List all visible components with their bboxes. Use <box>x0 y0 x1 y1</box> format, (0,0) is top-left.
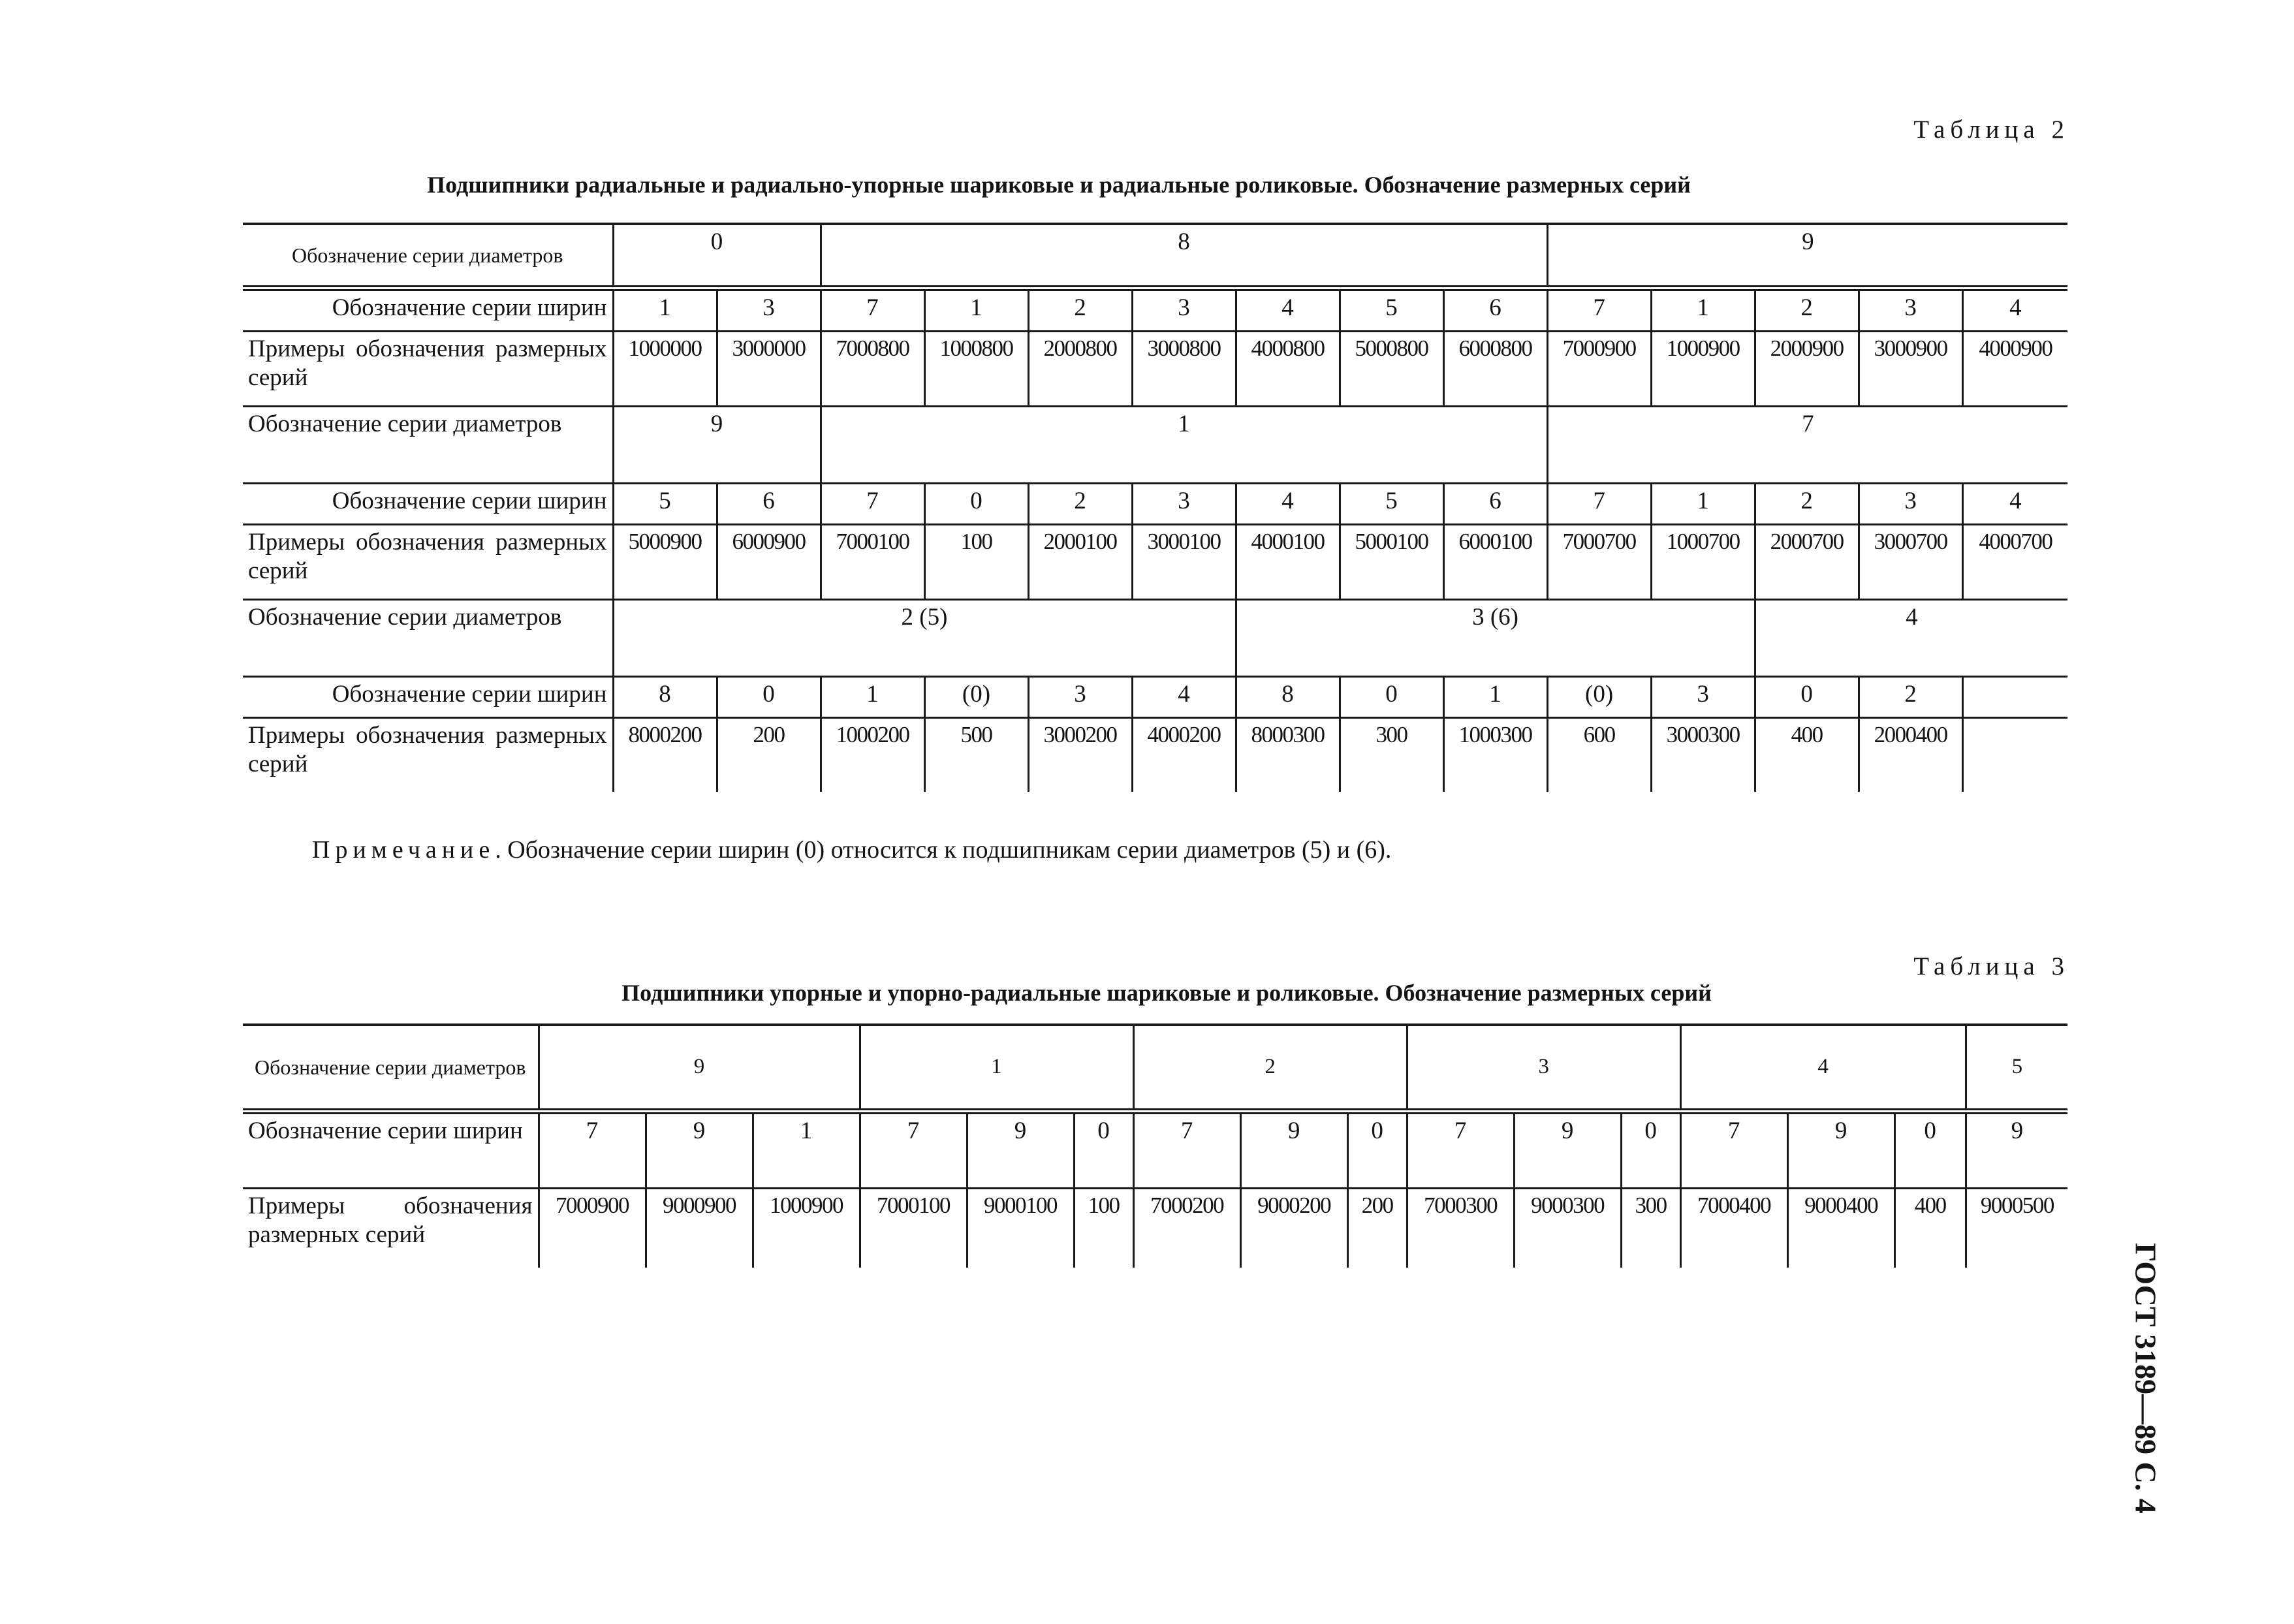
table2-block3-examples-row <box>243 718 2067 792</box>
designation-cell: 6000900 <box>717 525 821 600</box>
table3-title: Подшипники упорные и упорно-радиальные шариковые и роликовые. Обозначение размерных серий <box>621 980 1712 1006</box>
width-series-cell: 3 <box>717 289 821 332</box>
designation-cell: 3000800 <box>1132 332 1236 407</box>
designation-cell: 3000100 <box>1132 525 1236 600</box>
row-label-text: Обозначение серии ширин <box>248 1117 523 1144</box>
width-series-cell: 3 <box>1651 677 1755 718</box>
row-label <box>243 525 613 600</box>
table2-block1-examples-row <box>243 332 2067 407</box>
table2-block1-diameter-row <box>243 224 2067 289</box>
width-series-cell: 7 <box>539 1112 646 1189</box>
width-series-cell: 0 <box>1755 677 1859 718</box>
width-series-cell: 8 <box>613 677 717 718</box>
diameter-series-cell: 4 <box>1680 1025 1966 1112</box>
width-series-cell: 7 <box>1547 484 1651 525</box>
designation-cell: 8000200 <box>613 718 717 792</box>
row-label <box>243 407 613 484</box>
designation-cell: 3000000 <box>717 332 821 407</box>
row-label: Обозначение серии ширин <box>243 484 613 525</box>
width-series-cell: 4 <box>1962 484 2067 525</box>
width-series-cell: 9 <box>967 1112 1074 1189</box>
designation-cell: 5000100 <box>1340 525 1443 600</box>
designation-cell: 5000800 <box>1340 332 1443 407</box>
diameter-series-cell: 0 <box>613 224 821 289</box>
width-series-cell: 7 <box>821 484 924 525</box>
table2 <box>243 223 2067 792</box>
width-series-cell: 2 <box>1859 677 1962 718</box>
diameter-series-cell: 9 <box>1547 224 2067 289</box>
width-series-cell: 5 <box>613 484 717 525</box>
table2-caption: Таблица 2 <box>1913 116 2069 144</box>
table3-diameter-row <box>243 1025 2067 1112</box>
designation-cell: 3000900 <box>1859 332 1962 407</box>
width-series-cell: 1 <box>753 1112 860 1189</box>
width-series-cell: 9 <box>646 1112 753 1189</box>
designation-cell: 6000800 <box>1443 332 1547 407</box>
table3-examples-row <box>243 1189 2067 1268</box>
table2-title: Подшипники радиальные и радиально-упорные шариковые и радиальные роликовые. Обозначение размерных серий <box>427 172 1691 198</box>
diameter-series-cell: 8 <box>821 224 1547 289</box>
designation-cell: 2000400 <box>1859 718 1962 792</box>
designation-cell: 1000900 <box>753 1189 860 1268</box>
width-series-cell: 3 <box>1859 289 1962 332</box>
width-series-cell: 1 <box>821 677 924 718</box>
width-series-cell: 2 <box>1755 289 1859 332</box>
designation-cell: 9000500 <box>1966 1189 2067 1268</box>
width-series-cell: 9 <box>1787 1112 1894 1189</box>
diameter-series-cell: 2 <box>1133 1025 1407 1112</box>
width-series-cell: 8 <box>1236 677 1340 718</box>
designation-cell: 7000100 <box>860 1189 967 1268</box>
table2-block2-width-row <box>243 484 2067 525</box>
width-series-cell <box>1962 677 2067 718</box>
designation-cell <box>1962 718 2067 792</box>
width-series-cell: (0) <box>1547 677 1651 718</box>
designation-cell: 2000700 <box>1755 525 1859 600</box>
designation-cell: 3000300 <box>1651 718 1755 792</box>
note-text: . Обозначение серии ширин (0) относится к подшипникам серии диаметров (5) и (6). <box>495 836 1392 864</box>
designation-cell: 7000900 <box>1547 332 1651 407</box>
width-series-cell: 9 <box>1966 1112 2067 1189</box>
width-series-cell: 3 <box>1859 484 1962 525</box>
designation-cell: 400 <box>1755 718 1859 792</box>
width-series-cell: 0 <box>1074 1112 1133 1189</box>
width-series-cell: 0 <box>1340 677 1443 718</box>
table3-caption: Таблица 3 <box>1913 952 2069 980</box>
width-series-cell: 5 <box>1340 289 1443 332</box>
designation-cell: 4000700 <box>1962 525 2067 600</box>
designation-cell: 4000800 <box>1236 332 1340 407</box>
designation-cell: 9000100 <box>967 1189 1074 1268</box>
width-series-cell: 3 <box>1028 677 1132 718</box>
designation-cell: 9000400 <box>1787 1189 1894 1268</box>
width-series-cell: 5 <box>1340 484 1443 525</box>
gost-page-label: ГОСТ 3189—89 С. 4 <box>2129 1243 2163 1514</box>
width-series-cell: 4 <box>1962 289 2067 332</box>
diameter-series-cell: 9 <box>539 1025 860 1112</box>
designation-cell: 300 <box>1340 718 1443 792</box>
row-label: Обозначение серии ширин <box>243 677 613 718</box>
designation-cell: 7000700 <box>1547 525 1651 600</box>
row-label <box>243 1112 539 1189</box>
width-series-cell: 7 <box>860 1112 967 1189</box>
diameter-series-cell: 3 (6) <box>1236 600 1755 677</box>
table2-block1-width-row <box>243 289 2067 332</box>
designation-cell: 100 <box>1074 1189 1133 1268</box>
designation-cell: 1000300 <box>1443 718 1547 792</box>
note-prefix: Примечание <box>312 836 495 864</box>
diameter-series-cell: 9 <box>613 407 821 484</box>
width-series-cell: 6 <box>1443 484 1547 525</box>
width-series-cell: 1 <box>924 289 1028 332</box>
width-series-cell: 6 <box>1443 289 1547 332</box>
designation-cell: 3000200 <box>1028 718 1132 792</box>
designation-cell: 500 <box>924 718 1028 792</box>
designation-cell: 300 <box>1621 1189 1680 1268</box>
designation-cell: 7000900 <box>539 1189 646 1268</box>
diameter-series-cell: 1 <box>860 1025 1133 1112</box>
width-series-cell: 2 <box>1028 484 1132 525</box>
designation-cell: 200 <box>717 718 821 792</box>
table2-block3-diameter-row <box>243 600 2067 677</box>
designation-cell: 8000300 <box>1236 718 1340 792</box>
designation-cell: 2000800 <box>1028 332 1132 407</box>
diameter-series-cell: 2 (5) <box>613 600 1236 677</box>
designation-cell: 9000300 <box>1514 1189 1621 1268</box>
row-label <box>243 600 613 677</box>
width-series-cell: 4 <box>1236 484 1340 525</box>
designation-cell: 4000100 <box>1236 525 1340 600</box>
diameter-series-cell: 7 <box>1547 407 2067 484</box>
width-series-cell: 3 <box>1132 484 1236 525</box>
designation-cell: 7000100 <box>821 525 924 600</box>
table3-width-row <box>243 1112 2067 1189</box>
designation-cell: 600 <box>1547 718 1651 792</box>
width-series-cell: 7 <box>1680 1112 1787 1189</box>
width-series-cell: 0 <box>717 677 821 718</box>
row-label-text: Примеры обозначения размерных серий <box>248 336 607 392</box>
row-label-text: Обозначение серии диаметров <box>248 411 562 437</box>
designation-cell: 7000200 <box>1133 1189 1240 1268</box>
designation-cell: 2000100 <box>1028 525 1132 600</box>
diameter-series-cell: 5 <box>1966 1025 2067 1112</box>
row-label: Обозначение серии ширин <box>243 289 613 332</box>
row-label-text: Примеры обозначения размерных серий <box>248 529 607 585</box>
designation-cell: 1000700 <box>1651 525 1755 600</box>
width-series-cell: 1 <box>1651 484 1755 525</box>
diameter-series-cell: 3 <box>1407 1025 1680 1112</box>
designation-cell: 6000100 <box>1443 525 1547 600</box>
designation-cell: 7000800 <box>821 332 924 407</box>
designation-cell: 7000300 <box>1407 1189 1514 1268</box>
width-series-cell: 0 <box>924 484 1028 525</box>
width-series-cell: 9 <box>1240 1112 1347 1189</box>
diameter-series-cell: 4 <box>1755 600 2067 677</box>
width-series-cell: 2 <box>1028 289 1132 332</box>
designation-cell: 1000200 <box>821 718 924 792</box>
width-series-cell: 2 <box>1755 484 1859 525</box>
designation-cell: 1000000 <box>613 332 717 407</box>
row-label-text: Обозначение серии диаметров <box>248 604 562 631</box>
width-series-cell: 6 <box>717 484 821 525</box>
width-series-cell: 4 <box>1132 677 1236 718</box>
width-series-cell: 1 <box>1443 677 1547 718</box>
width-series-cell: 4 <box>1236 289 1340 332</box>
width-series-cell: 0 <box>1347 1112 1407 1189</box>
designation-cell: 3000700 <box>1859 525 1962 600</box>
designation-cell: 9000900 <box>646 1189 753 1268</box>
designation-cell: 7000400 <box>1680 1189 1787 1268</box>
designation-cell: 200 <box>1347 1189 1407 1268</box>
table2-note <box>312 835 1391 864</box>
row-label-text: Примеры обозначения размерных серий <box>248 722 607 778</box>
designation-cell: 9000200 <box>1240 1189 1347 1268</box>
width-series-cell: 0 <box>1621 1112 1680 1189</box>
designation-cell: 4000900 <box>1962 332 2067 407</box>
width-series-cell: 1 <box>1651 289 1755 332</box>
width-series-cell: 7 <box>1547 289 1651 332</box>
row-label <box>243 1189 539 1268</box>
designation-cell: 1000800 <box>924 332 1028 407</box>
designation-cell: 100 <box>924 525 1028 600</box>
row-label: Обозначение серии диаметров <box>243 1025 539 1112</box>
width-series-cell: 0 <box>1894 1112 1966 1189</box>
width-series-cell: 7 <box>821 289 924 332</box>
designation-cell: 5000900 <box>613 525 717 600</box>
diameter-series-cell: 1 <box>821 407 1547 484</box>
designation-cell: 4000200 <box>1132 718 1236 792</box>
row-label <box>243 718 613 792</box>
table2-block2-diameter-row <box>243 407 2067 484</box>
designation-cell: 2000900 <box>1755 332 1859 407</box>
row-label-text: Примеры обозначения размерных серий <box>248 1193 533 1249</box>
width-series-cell: (0) <box>924 677 1028 718</box>
table3 <box>243 1023 2067 1268</box>
row-label-text: Обозначение серии диаметров <box>292 243 563 267</box>
width-series-cell: 1 <box>613 289 717 332</box>
width-series-cell: 7 <box>1407 1112 1514 1189</box>
row-label <box>243 332 613 407</box>
width-series-cell: 3 <box>1132 289 1236 332</box>
table2-block2-examples-row <box>243 525 2067 600</box>
width-series-cell: 9 <box>1514 1112 1621 1189</box>
designation-cell: 400 <box>1894 1189 1966 1268</box>
table2-block3-width-row <box>243 677 2067 718</box>
row-label <box>243 224 613 289</box>
width-series-cell: 7 <box>1133 1112 1240 1189</box>
designation-cell: 1000900 <box>1651 332 1755 407</box>
